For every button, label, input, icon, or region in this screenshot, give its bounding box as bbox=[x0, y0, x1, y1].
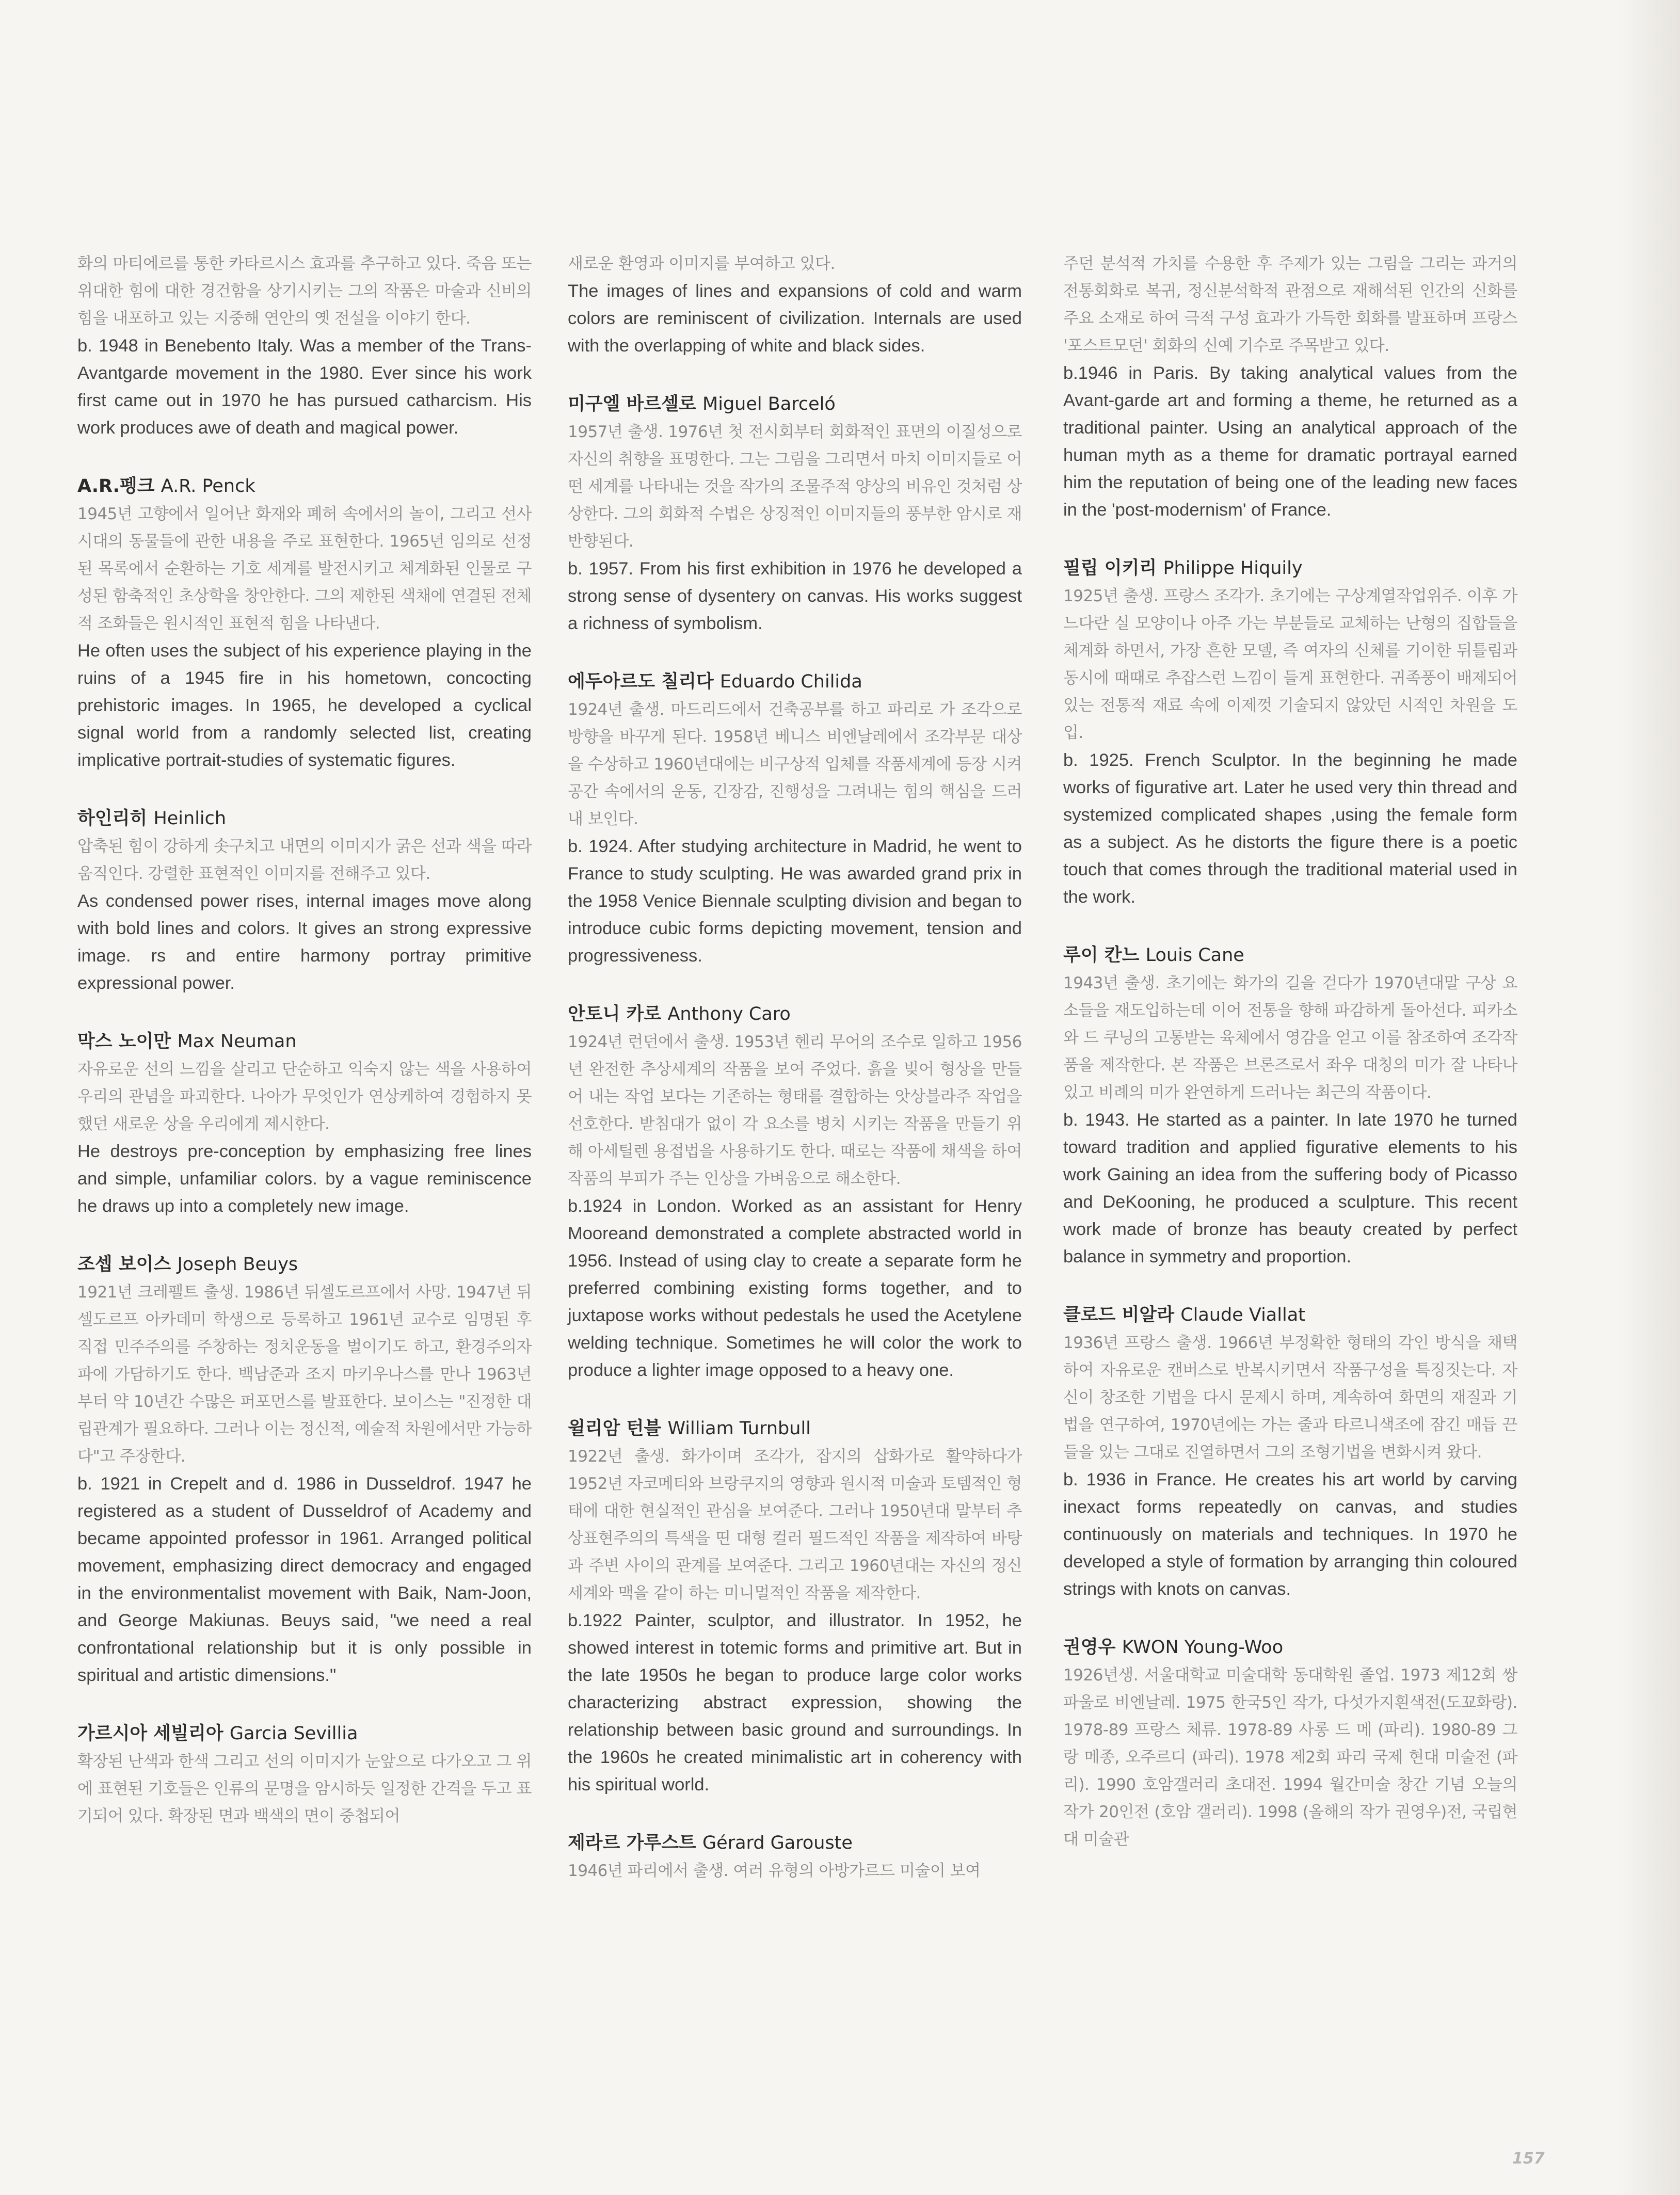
text-column-3 bbox=[1063, 250, 1517, 1885]
artist-name-heading bbox=[568, 1831, 1022, 1855]
artist-name-english: Miguel Barceló bbox=[702, 394, 836, 414]
artist-entry bbox=[568, 669, 1022, 970]
artist-name-english: Eduardo Chilida bbox=[719, 671, 862, 692]
artist-name-heading bbox=[568, 1416, 1022, 1441]
artist-name-korean: 에두아르도 칠리다 bbox=[568, 671, 714, 692]
artist-entry bbox=[77, 1721, 532, 1830]
korean-description: 자유로운 선의 느낌을 살리고 단순하고 익숙지 않는 색을 사용하여 우리의 관념을 파괴한다. 나아가 무엇인가 연상케하여 경험하지 못했던 새로운 상을 우리에게 제시한다. bbox=[77, 1060, 532, 1133]
artist-name-korean: 막스 노이만 bbox=[77, 1031, 171, 1052]
english-description: b.1922 Painter, sculptor, and illustrator. In 1952, he showed interest in totemic forms and primitive art. But in the late 1950s he began to produce large color works characterizing abstract expression, showing the relationship between basic ground and surroundings. In the 1960s he created minimalistic art in coherency with his spiritual world. bbox=[568, 1611, 1022, 1795]
artist-entry bbox=[1063, 943, 1517, 1271]
artist-entry bbox=[77, 250, 532, 442]
artist-name-english: Anthony Caro bbox=[667, 1004, 791, 1024]
artist-name-korean: 권영우 bbox=[1063, 1637, 1116, 1658]
korean-description: 압축된 힘이 강하게 솟구치고 내면의 이미지가 굵은 선과 색을 따라 움직인다. 강렬한 표현적인 이미지를 전해주고 있다. bbox=[77, 837, 532, 883]
english-description: b.1924 in London. Worked as an assistant for Henry Mooreand demonstrated a complete abstracted world in 1956. Instead of using clay to create a separate form he preferred combining existing forms together, and to juxtapose works without pedestals he used the Acetylene welding technique. Sometimes he will color the work to produce a lighter image opposed to a heavy one. bbox=[568, 1196, 1022, 1380]
artist-name-korean: 클로드 비알라 bbox=[1063, 1305, 1175, 1325]
artist-name-heading bbox=[77, 1252, 532, 1277]
artist-entry bbox=[1063, 556, 1517, 911]
artist-entry bbox=[1063, 1635, 1517, 1853]
artist-entry bbox=[77, 474, 532, 774]
artist-name-heading bbox=[1063, 1635, 1517, 1660]
artist-entry bbox=[568, 1831, 1022, 1885]
artist-name-korean: 안토니 카로 bbox=[568, 1004, 662, 1024]
english-description: b. 1921 in Crepelt and d. 1986 in Dusseldrof. 1947 he registered as a student of Dusseldrof of Academy and became appointed professor in 1961. Arranged political movement, emphasizing direct democracy and engaged in the environmentalist movement with Baik, Nam-Joon, and George Makiunas. Beuys said, "we need a real confrontational relationship but it is only possible in spiritual and artistic dimensions." bbox=[77, 1474, 532, 1685]
artist-name-english: Garcia Sevillia bbox=[229, 1723, 358, 1744]
artist-name-korean: 윌리암 턴블 bbox=[568, 1418, 662, 1439]
text-column-1 bbox=[77, 250, 532, 1862]
artist-entry bbox=[568, 250, 1022, 360]
artist-name-english: William Turnbull bbox=[667, 1418, 811, 1439]
artist-name-heading bbox=[1063, 556, 1517, 581]
page-number: 157 bbox=[1512, 2150, 1545, 2168]
english-description: b. 1924. After studying architecture in Madrid, he went to France to study sculpting. He was awarded grand prix in the 1958 Venice Biennale sculpting division and began to introduce cubic forms depicting movement, tension and progressiveness. bbox=[568, 837, 1022, 966]
artist-entry bbox=[568, 1416, 1022, 1799]
artist-name-english: A.R. Penck bbox=[161, 476, 255, 496]
korean-description: 1921년 크레펠트 출생. 1986년 뒤셀도르프에서 사망. 1947년 뒤셀도르프 아카데미 학생으로 등록하고 1961년 교수로 임명된 후 직접 민주주의를 주창하는 정치운동을 벌이기도 하고, 환경주의자파에 가담하기도 한다. 백남준과 조지 마키우나스를 만나 1963년부터 약 10년간 수많은 퍼포먼스를 발표한다. 보이스는 "진정한 대립관계가 필요하다. 그러나 이는 정신적, 예술적 차원에서만 가능하다"고 주장한다. bbox=[77, 1283, 532, 1466]
text-column-2 bbox=[568, 250, 1022, 1917]
korean-description: 1945년 고향에서 일어난 화재와 폐허 속에서의 놀이, 그리고 선사 시대의 동물들에 관한 내용을 주로 표현한다. 1965년 임의로 선정된 목록에서 순환하는 기호 세계를 발전시키고 체계화된 인물로 구성된 함축적인 초상학을 창안한다. 그의 제한된 색채에 연결된 전체적 조화들은 원시적인 표현적 힘을 나타낸다. bbox=[77, 505, 532, 633]
artist-name-english: Heinlich bbox=[153, 808, 227, 829]
korean-description: 1957년 출생. 1976년 첫 전시회부터 회화적인 표면의 이질성으로 자신의 취향을 표명한다. 그는 그림을 그리면서 마치 이미지들로 어떤 세계를 나타내는 것을 작가의 조물주적 양상의 비유인 것처럼 상상한다. 그의 회화적 수법은 상징적인 이미지들의 풍부한 암시로 재 반향된다. bbox=[568, 423, 1022, 551]
artist-name-english: Claude Viallat bbox=[1180, 1305, 1305, 1325]
english-description: He destroys pre-conception by emphasizing free lines and simple, unfamiliar colors. by a vague reminiscence he draws up into a completely new image. bbox=[77, 1142, 532, 1216]
english-description: b. 1948 in Benebento Italy. Was a member of the Trans-Avantgarde movement in the 1980. Ever since his work first came out in 1970 he has pursued catharcism. His work produces awe of death and magical power. bbox=[77, 336, 532, 438]
artist-name-korean: 조셉 보이스 bbox=[77, 1254, 171, 1275]
artist-name-heading bbox=[77, 1029, 532, 1054]
korean-description: 확장된 난색과 한색 그리고 선의 이미지가 눈앞으로 다가오고 그 위에 표현된 기호들은 인류의 문명을 암시하듯 일정한 간격을 두고 표기되어 있다. 확장된 면과 백색의 면이 중첩되어 bbox=[77, 1752, 532, 1825]
artist-entry bbox=[568, 392, 1022, 637]
english-description: He often uses the subject of his experience playing in the ruins of a 1945 fire in his hometown, concocting prehistoric images. In 1965, he developed a cyclical signal world from a randomly selected list, creating implicative portrait-studies of systematic figures. bbox=[77, 641, 532, 770]
english-description: b. 1925. French Sculptor. In the beginning he made works of figurative art. Later he used very thin thread and systemized complicated shapes ,using the female form as a subject. As he distorts the figure there is a poetic touch that comes through the traditional material used in the work. bbox=[1063, 750, 1517, 907]
artist-name-english: Max Neuman bbox=[177, 1031, 297, 1052]
artist-name-heading bbox=[568, 392, 1022, 416]
artist-name-korean: 루이 칸느 bbox=[1063, 945, 1140, 966]
artist-name-english: Louis Cane bbox=[1145, 945, 1244, 966]
korean-description: 1943년 출생. 초기에는 화가의 길을 걷다가 1970년대말 구상 요소들을 재도입하는데 이어 전통을 향해 파감하게 돌아선다. 피카소와 드 쿠닝의 고통받는 육체에서 영감을 얻고 이를 참조하여 조각작품을 제작한다. 본 작품은 브론즈로서 좌우 대칭의 미가 잘 나타나 있고 비례의 미가 완연하게 드러나는 최근의 작품이다. bbox=[1063, 974, 1517, 1102]
korean-description: 1924년 출생. 마드리드에서 건축공부를 하고 파리로 가 조각으로 방향을 바꾸게 된다. 1958년 베니스 비엔날레에서 조각부문 대상을 수상하고 1960년대에는 비구상적 입체를 작품세계에 등장 시켜 공간 속에서의 운동, 긴장감, 진행성을 그려내는 힘의 핵심을 드러내 보인다. bbox=[568, 700, 1022, 828]
artist-name-korean: 필립 이키리 bbox=[1063, 558, 1157, 579]
artist-name-heading bbox=[1063, 943, 1517, 968]
artist-name-english: Philippe Hiquily bbox=[1163, 558, 1303, 579]
artist-name-heading bbox=[77, 1721, 532, 1746]
korean-description: 새로운 환영과 이미지를 부여하고 있다. bbox=[568, 254, 835, 273]
artist-entry bbox=[77, 1252, 532, 1689]
english-description: The images of lines and expansions of cold and warm colors are reminiscent of civilization. Internals are used with the overlapping of white and black sides. bbox=[568, 281, 1022, 356]
artist-name-heading bbox=[568, 1002, 1022, 1027]
artist-entry bbox=[1063, 250, 1517, 524]
english-description: b. 1936 in France. He creates his art world by carving inexact forms repeatedly on canvas, and studies continuously on materials and techniques. In 1970 he developed a style of formation by arranging thin coloured strings with knots on canvas. bbox=[1063, 1470, 1517, 1599]
artist-name-english: KWON Young-Woo bbox=[1122, 1637, 1284, 1658]
english-description: b. 1943. He started as a painter. In late 1970 he turned toward tradition and applied figurative elements to his work Gaining an idea from the suffering body of Picasso and DeKooning, he produced a sculpture. This recent work made of bronze has beauty created by perfect balance in symmetry and proportion. bbox=[1063, 1110, 1517, 1267]
korean-description: 1925년 출생. 프랑스 조각가. 초기에는 구상계열작업위주. 이후 가느다란 실 모양이나 아주 가는 부분들로 교체하는 난형의 집합들을 체계화 하면서, 가장 흔한 모델, 즉 여자의 신체를 기이한 뒤틀림과 동시에 때때로 추잡스런 느낌이 들게 표현한다. 귀족풍이 배제되어 있는 전통적 재료 속에 이제껏 기술되지 않았던 시적인 차원을 도입. bbox=[1063, 587, 1517, 742]
korean-description: 화의 마티에르를 통한 카타르시스 효과를 추구하고 있다. 죽음 또는 위대한 힘에 대한 경건함을 상기시키는 그의 작품은 마술과 신비의 힘을 내포하고 있는 지중해 연안의 옛 전설을 이야기 한다. bbox=[77, 254, 532, 328]
english-description: b. 1957. From his first exhibition in 1976 he developed a strong sense of dysentery on canvas. His works suggest a richness of symbolism. bbox=[568, 559, 1022, 633]
artist-name-korean: 제라르 가루스트 bbox=[568, 1833, 696, 1853]
korean-description: 1946년 파리에서 출생. 여러 유형의 아방가르드 미술이 보여 bbox=[568, 1862, 981, 1880]
korean-description: 1936년 프랑스 출생. 1966년 부정확한 형태의 각인 방식을 채택하여 자유로운 캔버스로 반복시키면서 작품구성을 특징짓는다. 자신이 창조한 기법을 다시 문제시 하며, 계속하여 화면의 재질과 기법을 연구하여, 1970년에는 가는 줄과 타르니색조에 잠긴 매듭 끈들을 있는 그대로 진열하면서 그의 조형기법을 변화시켜 왔다. bbox=[1063, 1334, 1517, 1462]
artist-entry bbox=[568, 1002, 1022, 1384]
english-description: As condensed power rises, internal images move along with bold lines and colors. It gives an strong expressive image. rs and entire harmony portray primitive expressional power. bbox=[77, 891, 532, 993]
artist-name-heading bbox=[77, 806, 532, 831]
artist-entry bbox=[77, 1029, 532, 1220]
korean-description: 1924년 런던에서 출생. 1953년 헨리 무어의 조수로 일하고 1956년 완전한 추상세계의 작품을 보여 주었다. 흙을 빚어 형상을 만들어 내는 작업 보다는 기존하는 형태를 결합하는 앗상블라주 작업을 선호한다. 받침대가 없이 각 요소를 병치 시키는 작품을 만들기 위해 아세틸렌 용접법을 사용하기도 한다. 때로는 작품에 채색을 하여 작품의 부피가 주는 인상을 가벼움으로 해소한다. bbox=[568, 1033, 1022, 1188]
korean-description: 1926년생. 서울대학교 미술대학 동대학원 졸업. 1973 제12회 쌍파울로 비엔날레. 1975 한국5인 작가, 다섯가지흰색전(도꾜화랑). 1978-89 프랑스 체류. 1978-89 사롱 드 메 (파리). 1980-89 그랑 메종, 오주르디 (파리). 1978 제2회 파리 국제 현대 미술전 (파리). 1990 호암갤러리 초대전. 1994 월간미술 창간 기념 오늘의 작가 20인전 (호암 갤러리). 1998 (올해의 작가 권영우)전, 국립현대 미술관 bbox=[1063, 1666, 1517, 1849]
artist-entry bbox=[1063, 1303, 1517, 1603]
english-description: b.1946 in Paris. By taking analytical values from the Avant-garde art and forming a theme, he returned as a traditional painter. Using an analytical approach of the human myth as a theme for dramatic portrayal earned him the reputation of being one of the leading new faces in the 'post-modernism' of France. bbox=[1063, 363, 1517, 520]
artist-name-heading bbox=[568, 669, 1022, 694]
artist-name-korean: 하인리히 bbox=[77, 808, 148, 829]
artist-name-korean: 가르시아 세빌리아 bbox=[77, 1723, 223, 1744]
artist-entry bbox=[77, 806, 532, 997]
artist-name-korean: 미구엘 바르셀로 bbox=[568, 394, 696, 414]
artist-name-heading bbox=[1063, 1303, 1517, 1327]
artist-name-heading bbox=[77, 474, 532, 499]
artist-name-english: Joseph Beuys bbox=[177, 1254, 298, 1275]
page-edge-shadow bbox=[1618, 0, 1680, 2195]
korean-description: 1922년 출생. 화가이며 조각가, 잡지의 삽화가로 활약하다가 1952년 자코메티와 브랑쿠지의 영향과 원시적 미술과 토템적인 형태에 대한 현실적인 관심을 보여준다. 그러나 1950년대 말부터 추상표현주의의 특색을 띤 대형 컬러 필드적인 작품을 제작하여 바탕과 주변 사이의 관계를 보여준다. 그리고 1960년대는 자신의 정신세계와 맥을 같이 하는 미니멀적인 작품을 제작한다. bbox=[568, 1447, 1022, 1603]
korean-description: 주던 분석적 가치를 수용한 후 주제가 있는 그림을 그리는 과거의 전통회화로 복귀, 정신분석학적 관점으로 재해석된 인간의 신화를 주요 소재로 하여 극적 구성 효과가 가득한 회화를 발표하며 프랑스 '포스트모던' 회화의 신예 기수로 주목받고 있다. bbox=[1063, 254, 1517, 355]
artist-name-english: Gérard Garouste bbox=[702, 1833, 853, 1853]
artist-name-korean: A.R.펭크 bbox=[77, 476, 155, 496]
